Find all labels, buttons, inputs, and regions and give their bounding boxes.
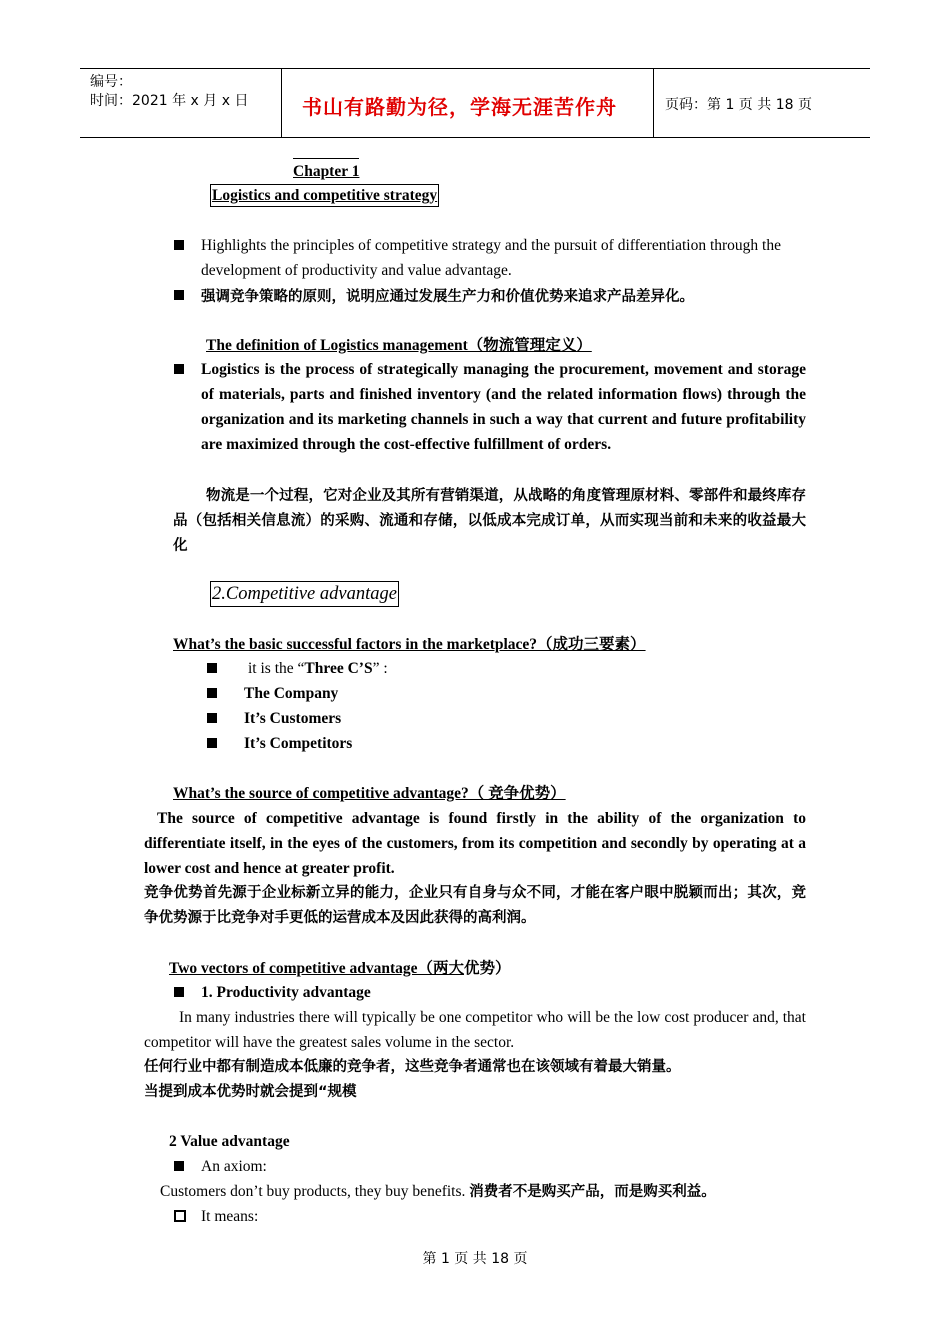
value-heading: 2 Value advantage <box>169 1133 290 1150</box>
vectors-heading-rest: 优势） <box>464 960 511 977</box>
header-divider <box>653 69 654 137</box>
advantage-source-text: The source of competitive advantage is found firstly in the ability of the organization to differentiate itself, in the eyes of the customers, from its competition and secondly by operating at a lower cost and hence at greater profit. <box>144 810 806 877</box>
means-label: It means: <box>201 1208 259 1225</box>
header-divider <box>281 69 282 137</box>
serial-label: 编号： <box>90 74 132 90</box>
bullet-icon <box>174 987 184 997</box>
productivity-heading: 1. Productivity advantage <box>201 984 371 1001</box>
axiom-label: An axiom: <box>201 1158 267 1175</box>
time-label: 时间：2021 年 x 月 x 日 <box>90 93 249 109</box>
factor-competitors: It’s Competitors <box>244 735 353 752</box>
productivity-text: In many industries there will typically be one competitor who will be the low cost producer and, that competitor will have the greatest sales volume in the sector. <box>144 1009 806 1051</box>
three-cs-pre: it is the “ <box>248 660 305 677</box>
axiom-text: Customers don’t buy products, they buy benefits. <box>160 1183 466 1200</box>
advantage-source-text-cn: 竞争优势首先源于企业标新立异的能力，企业只有自身与众不同，才能在客户眼中脱颖而出；其次，竞争优势源于比竞争对手更低的运营成本及因此获得的高利润。 <box>144 885 806 926</box>
bullet-icon <box>174 364 184 374</box>
bullet-icon <box>207 663 217 673</box>
header-motto: 书山有路勤为径，学海无涯苦作舟 <box>302 95 617 119</box>
header-page-number: 页码：第 1 页 共 18 页 <box>665 97 812 113</box>
bullet-icon <box>207 713 217 723</box>
bullet-icon <box>174 240 184 250</box>
definition-text-cn: 物流是一个过程，它对企业及其所有营销渠道，从战略的角度管理原材料、零部件和最终库存品（包括相关信息流）的采购、流通和存储，以低成本完成订单，从而实现当前和未来的收益最大化 <box>173 488 806 554</box>
advantage-source-heading: What’s the source of competitive advantage?（ 竞争优势） <box>173 785 566 802</box>
bullet-icon <box>174 1161 184 1171</box>
three-cs-post: ” : <box>372 660 388 677</box>
definition-heading: The definition of Logistics management（物流管理定义） <box>206 337 592 354</box>
success-factors-heading: What’s the basic successful factors in the marketplace?（成功三要素） <box>173 636 646 653</box>
factor-company: The Company <box>244 685 339 702</box>
intro-bullet-2: 强调竞争策略的原则，说明应通过发展生产力和价值优势来追求产品差异化。 <box>201 289 694 305</box>
productivity-text-cn: 任何行业中都有制造成本低廉的竞争者，这些竞争者通常也在该领域有着最大销量。 <box>144 1059 681 1075</box>
page-footer: 第 1 页 共 18 页 <box>422 1251 528 1267</box>
header-meta <box>90 73 248 111</box>
vectors-heading <box>169 956 511 981</box>
document-header <box>80 68 870 138</box>
productivity-text-cn-2: 当提到成本优势时就会提到“规模 <box>144 1084 357 1100</box>
bullet-icon <box>207 688 217 698</box>
three-cs-intro <box>248 656 388 681</box>
section-title: 2.Competitive advantage <box>210 581 399 607</box>
definition-text: Logistics is the process of strategically managing the procurement, movement and storage of materials, parts and finished inventory (and the related information flows) through the organization and its marketing channels in such a way that current and future profitability are maximized through the cost-effective fulfillment of orders. <box>201 361 806 453</box>
intro-bullet-1: Highlights the principles of competitive strategy and the pursuit of differentiation through the development of productivity and value advantage. <box>201 237 781 279</box>
bullet-icon <box>207 738 217 748</box>
axiom-line <box>160 1179 716 1205</box>
axiom-text-cn: 消费者不是购买产品，而是购买利益。 <box>469 1184 716 1200</box>
chapter-title: Logistics and competitive strategy <box>210 184 439 207</box>
bullet-icon <box>174 290 184 300</box>
checkbox-bullet-icon <box>174 1210 186 1222</box>
factor-customers: It’s Customers <box>244 710 342 727</box>
vectors-heading-underlined: Two vectors of competitive advantage（两大 <box>169 960 465 977</box>
three-cs-term: Three C’S <box>304 660 373 677</box>
chapter-number: Chapter 1 <box>293 158 359 184</box>
